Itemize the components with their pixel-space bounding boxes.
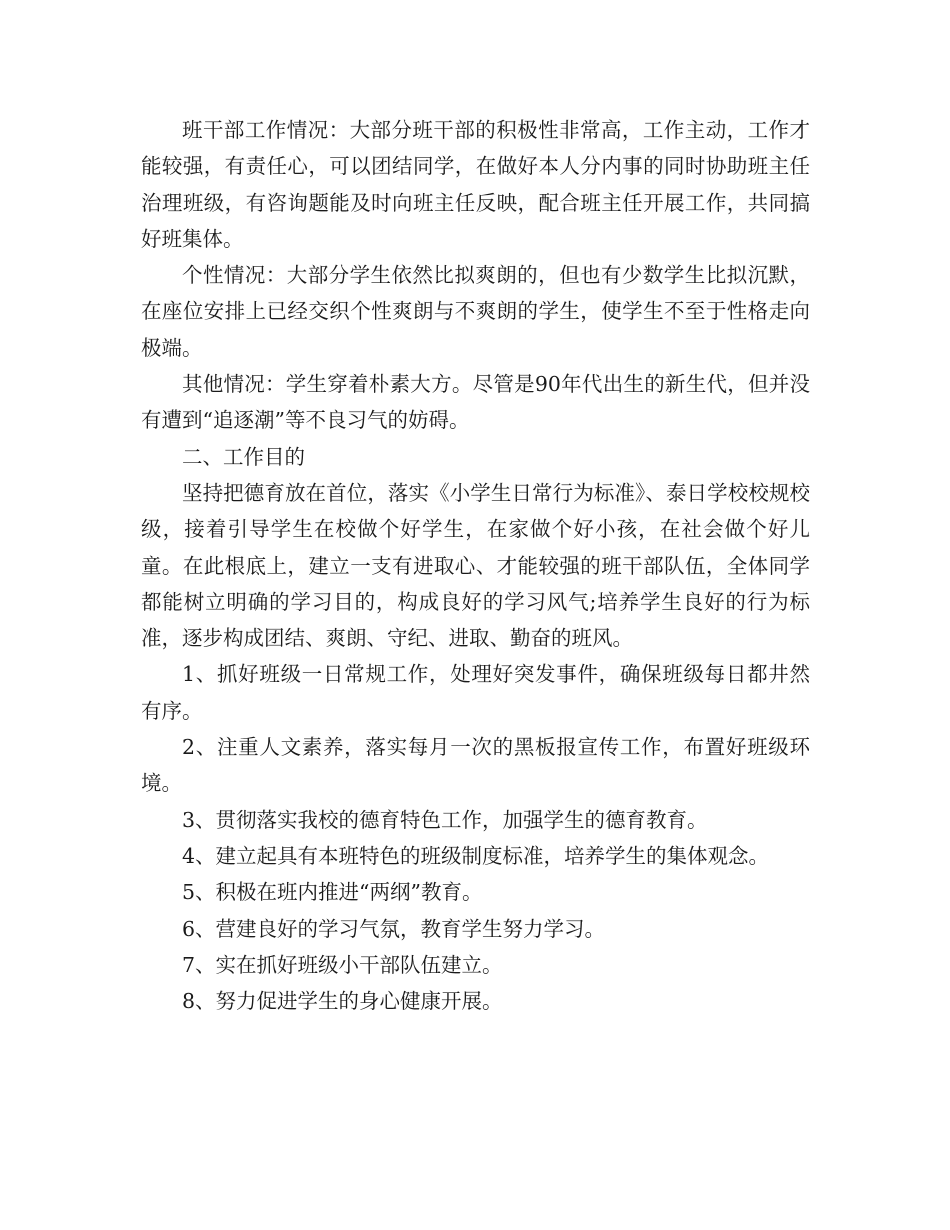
list-item-goal-2: 2、注重人文素养，落实每月一次的黑板报宣传工作，布置好班级环境。: [141, 735, 810, 796]
paragraph-other-situation: 其他情况：学生穿着朴素大方。尽管是90年代出生的新生代，但并没有遭到“追逐潮”等不良习气的妨碍。: [141, 372, 810, 433]
list-item-goal-1: 1、抓好班级一日常规工作，处理好突发事件，确保班级每日都井然有序。: [141, 662, 810, 723]
list-item-goal-4: 4、建立起具有本班特色的班级制度标准，培养学生的集体观念。: [182, 843, 770, 868]
list-item-goal-6: 6、营建良好的学习气氛，教育学生努力学习。: [182, 916, 606, 941]
document-page: [141, 112, 810, 1019]
paragraph-class-cadre-situation: 班干部工作情况：大部分班干部的积极性非常高，工作主动，工作才能较强，有责任心，可以团结同学，在做好本人分内事的同时协助班主任治理班级，有咨询题能及时向班主任反映，配合班主任开展工作，共同搞好班集体。: [141, 118, 810, 251]
list-item-goal-3: 3、贯彻落实我校的德育特色工作，加强学生的德育教育。: [182, 807, 708, 832]
paragraph-personality-situation: 个性情况：大部分学生依然比拟爽朗的，但也有少数学生比拟沉默，在座位安排上已经交织个性爽朗与不爽朗的学生，使学生不至于性格走向极端。: [141, 263, 810, 360]
paragraph-work-goals-intro: 坚持把德育放在首位，落实《小学生日常行为标准》、泰日学校校规校级，接着引导学生在校做个好学生，在家做个好小孩，在社会做个好儿童。在此根底上，建立一支有进取心、才能较强的班干部队伍，全体同学都能树立明确的学习目的，构成良好的学习风气;培养学生良好的行为标准，逐步构成团结、爽朗、守纪、进取、勤奋的班风。: [141, 480, 810, 651]
list-item-goal-7: 7、实在抓好班级小干部队伍建立。: [182, 952, 503, 977]
list-item-goal-8: 8、努力促进学生的身心健康开展。: [182, 989, 503, 1014]
list-item-goal-5: 5、积极在班内推进“两纲”教育。: [182, 880, 483, 905]
section-heading-work-goals: 二、工作目的: [182, 444, 305, 469]
